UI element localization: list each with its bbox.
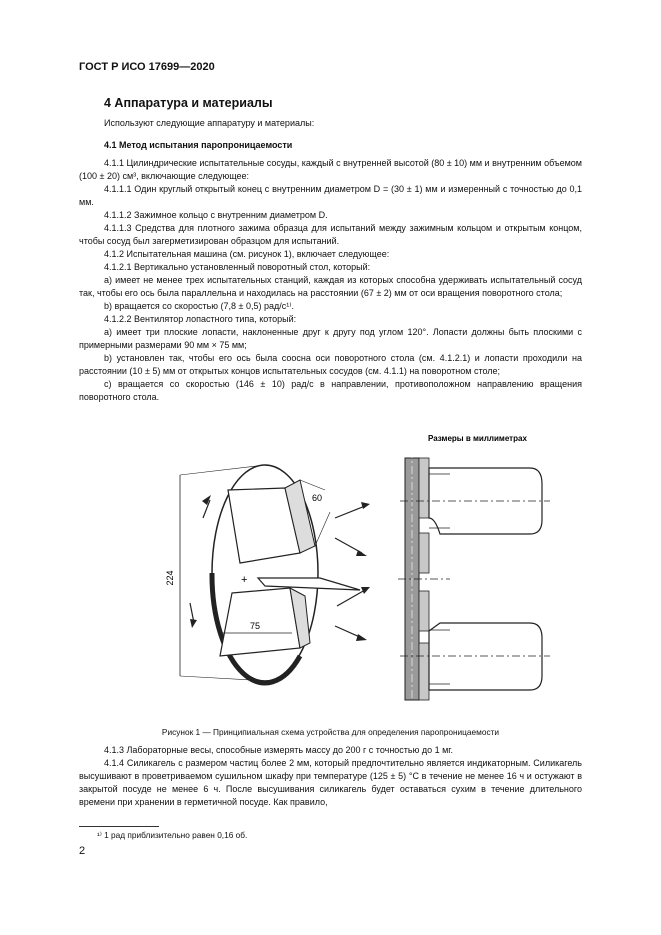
paragraph: 4.1.2 Испытательная машина (см. рисунок 1), включает следующее: — [104, 249, 390, 259]
figure-caption: Рисунок 1 — Принципиальная схема устройства для определения паропроницаемости — [161, 727, 500, 737]
dimension-60: 60 — [312, 493, 323, 503]
paragraph: а) имеет не менее трех испытательных станций, каждая из которых способна удерживать испытательный сосуд так, чтобы его ось была параллельна и находилась на расстоянии (67 ± 2) мм от оси вращения поворотного стола; — [79, 275, 582, 298]
document-header: ГОСТ Р ИСО 17699—2020 — [79, 61, 215, 73]
dimension-224: 224 — [165, 570, 175, 586]
figure-diagram — [150, 428, 580, 723]
paragraph: b) установлен так, чтобы его ось была соосна оси поворотного стола (см. 4.1.2.1) и лопасти проходили на расстоянии (10 ± 5) мм от открытых концов испытательных сосудов (см. 4.1.1) на поворотном столе; — [79, 353, 582, 376]
paragraph: 4.1.1.3 Средства для плотного зажима образца для испытаний между зажимным кольцом и открытым концом, чтобы сосуд был загерметизирован образцом для испытаний. — [79, 223, 582, 246]
subsection-title: 4.1 Метод испытания паропроницаемости — [104, 140, 293, 150]
rotation-axis-marker: + — [241, 574, 248, 586]
paragraph: 4.1.4 Силикагель с размером частиц более 2 мм, который предпочтительно является индикаторным. Силикагель высушивают в проветриваемом сушильном шкафу при температуре (125 ± 5) °С в течение не менее 16 ч и остужают в закрытой посуде не менее 6 ч. После высушивания силикагель будет оставаться сухим в течение длительного времени при хранении в герметичной посуде. Как правило, — [79, 758, 582, 807]
paragraph: 4.1.1 Цилиндрические испытательные сосуды, каждый с внутренней высотой (80 ± 10) мм и внутренним объемом (100 ± 20) см³, включающие следующее: — [79, 158, 582, 181]
body-text-bottom — [79, 744, 582, 809]
dimension-75: 75 — [250, 621, 261, 631]
paragraph: 4.1.2.2 Вентилятор лопастного типа, который: — [104, 314, 297, 324]
paragraph: b) вращается со скоростью (7,8 ± 0,5) рад/с¹⁾. — [104, 301, 294, 311]
footnote: ¹⁾ 1 рад приблизительно равен 0,16 об. — [97, 830, 248, 840]
section-title: 4 Аппаратура и материалы — [104, 96, 273, 110]
paragraph: а) имеет три плоские лопасти, наклоненные друг к другу под углом 120°. Лопасти должны быть плоскими с примерными размерами 90 мм × 75 мм; — [79, 327, 582, 350]
paragraph: 4.1.3 Лабораторные весы, способные измерять массу до 200 г с точностью до 1 мг. — [104, 745, 453, 755]
footnote-divider — [79, 826, 159, 827]
fan-blade — [258, 578, 360, 590]
body-text-top — [79, 157, 582, 404]
figure-units-label: Размеры в миллиметрах — [428, 434, 527, 443]
paragraph: 4.1.2.1 Вертикально установленный поворотный стол, который: — [104, 262, 371, 272]
section-intro: Используют следующие аппаратуру и материалы: — [104, 118, 315, 128]
page-number: 2 — [79, 845, 86, 857]
paragraph: 4.1.1.1 Один круглый открытый конец с внутренним диаметром D = (30 ± 1) мм и измеренный с точностью до 0,1 мм. — [79, 184, 582, 207]
paragraph: 4.1.1.2 Зажимное кольцо с внутренним диаметром D. — [104, 210, 328, 220]
paragraph: с) вращается со скоростью (146 ± 10) рад/с в направлении, противоположном направлению вращения поворотного стола. — [79, 379, 582, 402]
